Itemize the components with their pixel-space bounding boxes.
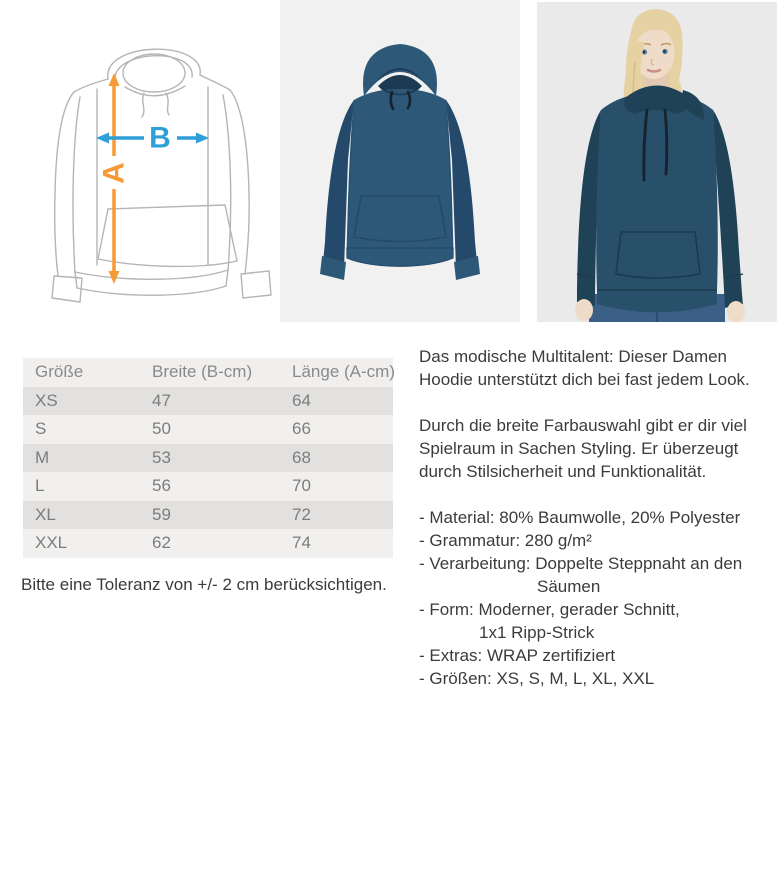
hoodie-flat-icon — [280, 0, 520, 322]
size-table-cell: XL — [35, 504, 56, 524]
hoodie-model-icon — [537, 2, 777, 322]
description-line: - Extras: WRAP zertifiziert — [419, 646, 616, 665]
size-table-column-header: Breite (B-cm) — [140, 358, 280, 387]
size-table-cell: 70 — [292, 476, 311, 496]
size-table-cell: XS — [35, 390, 58, 410]
table-row — [23, 501, 393, 530]
size-table-column-header: Länge (A-cm) — [280, 358, 393, 387]
size-table-cell: XXL — [35, 533, 68, 553]
description-line: - Grammatur: 280 g/m² — [419, 531, 592, 550]
description-line: - Verarbeitung: Doppelte Steppnaht an den — [419, 554, 743, 573]
description-line: Hoodie unterstützt dich bei fast jedem Look. — [419, 370, 750, 389]
description-line — [419, 391, 771, 414]
size-table-cell: 66 — [292, 419, 311, 439]
measure-label-a: A — [97, 162, 131, 184]
description-line: - Größen: XS, S, M, L, XL, XXL — [419, 669, 655, 688]
description-line — [419, 483, 771, 506]
size-table-cell: 72 — [292, 504, 311, 524]
description-line: Säumen — [537, 577, 601, 596]
table-row — [23, 472, 393, 501]
tolerance-note: Bitte eine Toleranz von +/- 2 cm berücksichtigen. — [21, 575, 387, 594]
hoodie-sketch-icon — [42, 25, 277, 315]
size-table-cell: M — [35, 447, 50, 467]
description-line: durch Stilsicherheit und Funktionalität. — [419, 462, 707, 481]
size-table-cell: 53 — [152, 447, 171, 467]
measure-arrow-a — [98, 73, 131, 284]
description-line: Spielraum in Sachen Styling. Er überzeugt — [419, 439, 739, 458]
size-table-cell: L — [35, 476, 45, 496]
product-description — [419, 345, 771, 690]
table-row — [23, 529, 393, 558]
size-table-cell: 56 — [152, 476, 171, 496]
size-table — [23, 358, 393, 558]
product-flat-image — [280, 0, 520, 322]
description-line: - Form: Moderner, gerader Schnitt, — [419, 600, 680, 619]
description-line: Das modische Multitalent: Dieser Damen — [419, 347, 728, 366]
size-table-cell: 64 — [292, 390, 311, 410]
table-row — [23, 415, 393, 444]
size-table-column-header: Größe — [23, 358, 140, 387]
table-row — [23, 387, 393, 416]
size-table-cell: 62 — [152, 533, 171, 553]
product-model-image — [537, 2, 777, 322]
size-table-header-row — [23, 358, 393, 387]
size-table-cell: 59 — [152, 504, 171, 524]
measure-label-b: B — [149, 121, 171, 155]
size-table-cell: 50 — [152, 419, 171, 439]
table-row — [23, 444, 393, 473]
size-table-cell: S — [35, 419, 47, 439]
size-table-cell: 68 — [292, 447, 311, 467]
size-table-cell: 74 — [292, 533, 311, 553]
description-line: Durch die breite Farbauswahl gibt er dir viel — [419, 416, 747, 435]
description-line: - Material: 80% Baumwolle, 20% Polyester — [419, 508, 741, 527]
description-line: 1x1 Ripp-Strick — [479, 623, 595, 642]
size-diagram-image — [42, 25, 277, 315]
size-table-cell: 47 — [152, 390, 171, 410]
